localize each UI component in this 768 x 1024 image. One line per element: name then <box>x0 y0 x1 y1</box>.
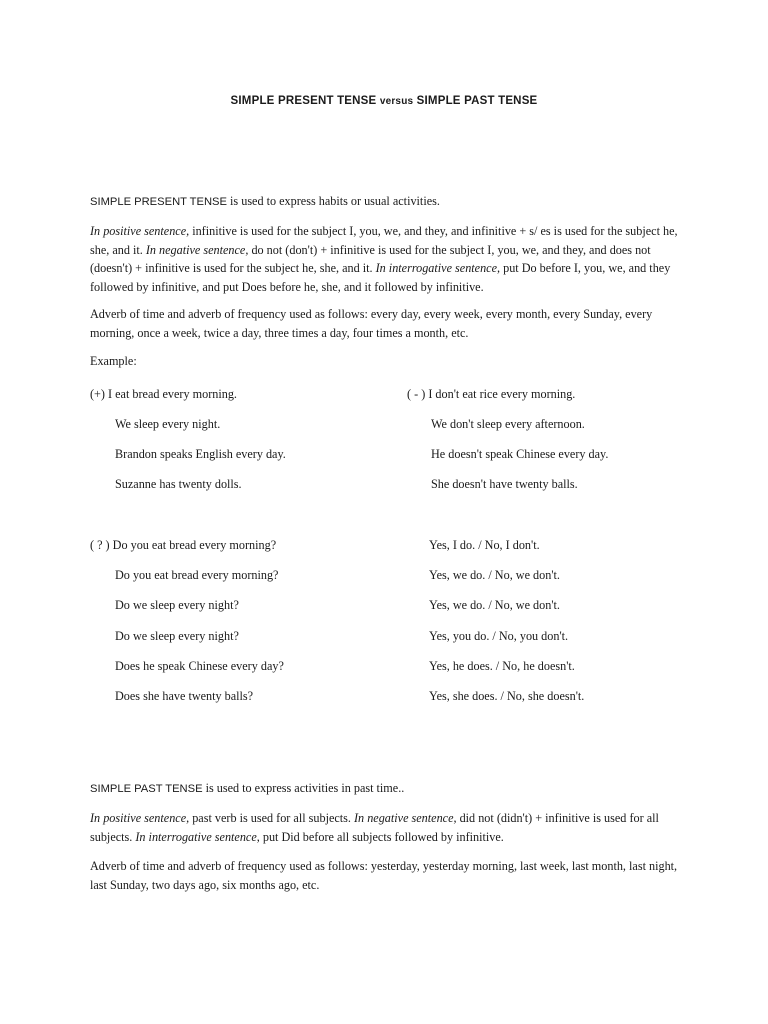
past-intro-text: is used to express activities in past time.. <box>202 781 405 795</box>
past-adverbs-paragraph: Adverb of time and adverb of frequency used as follows: yesterday, yesterday morning, last week, last month, last night, last Sunday, two days ago, six months ago, etc. <box>90 859 678 892</box>
present-positive-text: infinitive is used for the subject I, you, we, and they, and infinitive + s/ es is used for the subject he, she, and it. <box>90 224 678 257</box>
past-negative-text: did not (didn't) + infinitive is used for all subjects. <box>90 811 659 844</box>
present-rules-paragraph <box>90 222 680 296</box>
present-negative-text: do not (don't) + infinitive is used for the subject I, you, we, and they, and does not (doesn't) + infinitive is used for the subject he, she, and it. <box>90 242 651 275</box>
answer-example: Yes, you do. / No, you don't. <box>429 629 569 643</box>
question-example: Do we sleep every night? <box>115 629 239 643</box>
negative-example: ( - ) I don't eat rice every morning. <box>407 387 576 401</box>
question-example: Do you eat bread every morning? <box>115 568 279 582</box>
question-example: Does she have twenty balls? <box>115 689 254 703</box>
positive-example: We sleep every night. <box>115 417 221 431</box>
past-positive-label: In positive sentence, <box>90 811 190 825</box>
present-adverbs-paragraph: Adverb of time and adverb of frequency used as follows: every day, every week, every month, every Sunday, every morning, once a week, twice a day, three times a day, four times a month, etc. <box>90 307 653 340</box>
answer-example: Yes, she does. / No, she doesn't. <box>429 689 585 703</box>
question-example: ( ? ) Do you eat bread every morning? <box>90 538 277 552</box>
past-interrogative-label: In interrogative sentence <box>135 829 257 844</box>
present-interrogative-text: put Do before I, you, we, and they followed by infinitive, and put Does before he, she, and it followed by infinitive. <box>90 261 671 294</box>
page-title <box>0 95 768 107</box>
title-part-1: SIMPLE PRESENT TENSE <box>230 95 377 107</box>
past-heading: SIMPLE PAST TENSE <box>90 783 203 795</box>
example-label: Example: <box>90 354 137 368</box>
present-negative-label: In negative sentence, <box>145 242 249 257</box>
past-rules-paragraph <box>90 809 680 846</box>
question-example: Do we sleep every night? <box>115 598 239 612</box>
answer-example: Yes, I do. / No, I don't. <box>429 538 540 552</box>
title-part-2: SIMPLE PAST TENSE <box>416 95 538 107</box>
present-heading: SIMPLE PRESENT TENSE <box>90 196 227 208</box>
answer-example: Yes, he does. / No, he doesn't. <box>429 659 575 673</box>
past-interrogative-text: , put Did before all subjects followed by infinitive. <box>256 829 504 844</box>
answer-example: Yes, we do. / No, we don't. <box>429 568 560 582</box>
positive-example: Brandon speaks English every day. <box>115 447 286 461</box>
title-versus: versus <box>379 96 414 107</box>
present-positive-label: In positive sentence, <box>90 224 190 238</box>
past-negative-label: In negative sentence, <box>354 811 457 825</box>
negative-example: He doesn't speak Chinese every day. <box>431 447 609 461</box>
present-intro <box>90 192 680 212</box>
answer-example: Yes, we do. / No, we don't. <box>429 598 560 612</box>
past-intro <box>90 779 680 799</box>
present-intro-text: is used to express habits or usual activities. <box>227 194 440 208</box>
past-positive-text: past verb is used for all subjects. <box>189 811 354 825</box>
negative-example: She doesn't have twenty balls. <box>431 477 578 491</box>
positive-example: Suzanne has twenty dolls. <box>115 477 242 491</box>
negative-example: We don't sleep every afternoon. <box>431 417 585 431</box>
present-interrogative-label: In interrogative sentence, <box>375 261 501 275</box>
question-example: Does he speak Chinese every day? <box>115 659 284 673</box>
positive-example: (+) I eat bread every morning. <box>90 387 237 401</box>
